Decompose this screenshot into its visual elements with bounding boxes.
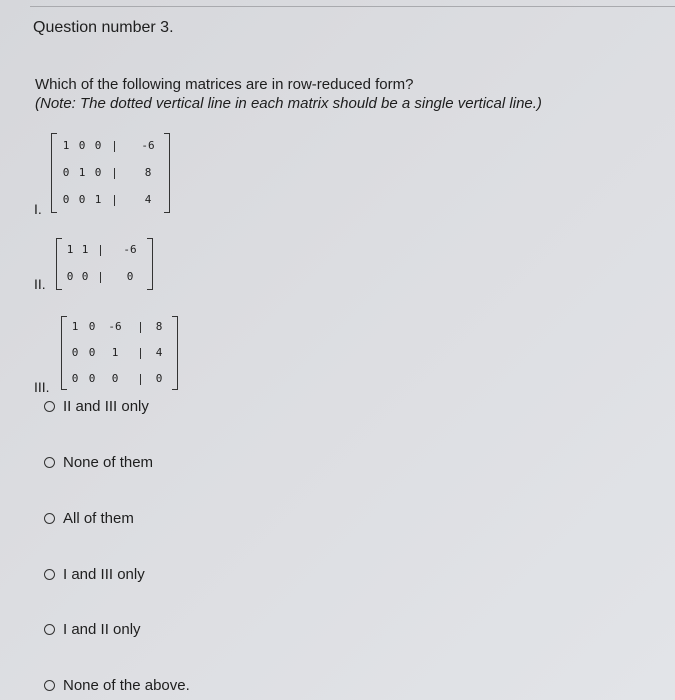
matrix-cell: 0 (155, 372, 163, 385)
top-divider (30, 6, 675, 7)
radio-icon[interactable] (44, 569, 55, 580)
option-label: All of them (63, 510, 134, 527)
matrix-row (56, 243, 153, 257)
matrix-cell: 8 (155, 320, 163, 333)
augment-bar (114, 195, 115, 206)
matrix-label-3: III. (34, 379, 50, 395)
matrix-cell: 0 (88, 346, 96, 359)
question-number: Question number 3. (33, 19, 174, 36)
question-note: (Note: The dotted vertical line in each matrix should be a single vertical line.) (35, 95, 542, 112)
augment-bar (100, 245, 101, 256)
matrix-cell: 0 (81, 270, 89, 283)
matrix-cell: 4 (144, 193, 152, 206)
matrix-cell: 0 (94, 166, 102, 179)
matrix-label-2: II. (34, 276, 46, 292)
option-label: II and III only (63, 398, 149, 415)
option-label: None of the above. (63, 677, 190, 694)
matrix-row (51, 139, 170, 153)
option-i-and-iii-only[interactable] (44, 566, 145, 583)
option-label: I and II only (63, 621, 141, 638)
option-all-of-them[interactable] (44, 510, 134, 527)
matrix-cell: 0 (88, 372, 96, 385)
matrix-cell: -6 (123, 243, 137, 256)
matrix-label-1: I. (34, 201, 42, 217)
augment-bar (114, 141, 115, 152)
matrix-row (51, 166, 170, 180)
radio-icon[interactable] (44, 513, 55, 524)
radio-icon[interactable] (44, 624, 55, 635)
matrix-cell: 1 (78, 166, 86, 179)
matrix-cell: 0 (66, 270, 74, 283)
matrix-cell: 0 (78, 139, 86, 152)
augment-bar (114, 168, 115, 179)
matrix-cell: 0 (62, 193, 70, 206)
option-label: I and III only (63, 566, 145, 583)
matrix-row (61, 346, 178, 360)
matrix-2 (56, 238, 153, 290)
matrix-cell: 4 (155, 346, 163, 359)
matrix-row (61, 372, 178, 386)
option-label: None of them (63, 454, 154, 471)
matrix-cell: 1 (71, 320, 79, 333)
matrix-cell: -6 (108, 320, 122, 333)
matrix-cell: 0 (126, 270, 134, 283)
matrix-row (56, 270, 153, 284)
matrix-cell: 1 (62, 139, 70, 152)
matrix-cell: -6 (141, 139, 155, 152)
matrix-row (51, 193, 170, 207)
matrix-cell: 0 (88, 320, 96, 333)
matrix-cell: 0 (111, 372, 119, 385)
question-text: Which of the following matrices are in row-reduced form? (35, 76, 414, 93)
matrix-cell: 8 (144, 166, 152, 179)
augment-bar (100, 272, 101, 283)
option-none-of-the-above[interactable] (44, 677, 190, 694)
matrix-row (61, 320, 178, 334)
augment-bar (140, 374, 141, 385)
radio-icon[interactable] (44, 457, 55, 468)
matrix-cell: 0 (78, 193, 86, 206)
matrix-cell: 1 (81, 243, 89, 256)
matrix-3 (61, 316, 178, 390)
matrix-cell: 1 (111, 346, 119, 359)
matrix-cell: 0 (71, 372, 79, 385)
matrix-cell: 0 (62, 166, 70, 179)
option-ii-and-iii-only[interactable] (44, 398, 149, 415)
matrix-1 (51, 133, 170, 213)
matrix-cell: 1 (66, 243, 74, 256)
matrix-cell: 0 (94, 139, 102, 152)
matrix-cell: 1 (94, 193, 102, 206)
augment-bar (140, 322, 141, 333)
radio-icon[interactable] (44, 680, 55, 691)
option-none-of-them[interactable] (44, 454, 153, 471)
matrix-cell: 0 (71, 346, 79, 359)
augment-bar (140, 348, 141, 359)
option-i-and-ii-only[interactable] (44, 621, 141, 638)
radio-icon[interactable] (44, 401, 55, 412)
